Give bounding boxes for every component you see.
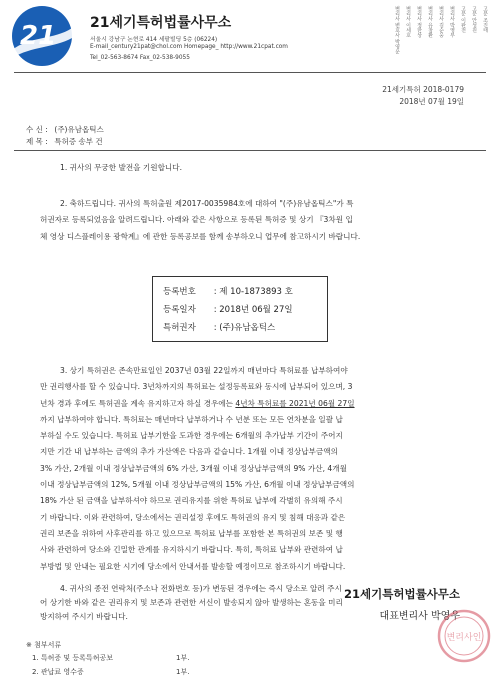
paragraph-line: 18% 가산 된 금액을 납부하셔야 하므로 권리유지를 위한 특허료 납부에 각별히 유의해 주시 [40,496,343,506]
document-date: 2018년 07월 19일 [399,97,464,106]
patentee-row [163,319,327,337]
paragraph-line: 지만 기간 내 납부하는 금액의 추가 가산액은 다음과 같습니다. 1개월 이내 정상납부금액의 [40,447,338,457]
paragraph-line: 사와 관련하여 당소와 긴밀한 관계를 유지하시기 바랍니다. 특히, 특허료 납부와 관련하여 납 [40,545,343,555]
paragraph-line: 권리 보존을 위하여 사후관리를 하고 있으므로 특허료 납부를 포함한 본 특허권의 보존 및 행 [40,528,343,538]
logo-graphic [12,6,72,66]
paragraph-line: 1. 귀사의 무궁한 발전을 기원합니다. [60,163,183,172]
registration-value: : 제 10-1873893 호 [213,287,293,297]
paragraph-line: 이내 정상납부금액의 12%, 5개월 이내 정상납부금액의 15% 가산, 6개월 이내 정상납부금액의 [40,480,355,490]
paragraph-line: 부방법 및 안내는 필요한 시기에 당소에서 안내서를 발송할 예정이므로 참조하시기 바랍니다. [40,561,346,571]
paragraph-line: 3. 상기 특허권은 존속만료일인 2037년 03월 22일까지 매년마다 특허료를 납부하여야 [60,366,348,375]
paragraph-line: 허권자로 등록되었음을 알려드립니다. 아래와 같은 사항으로 등록된 특허증 및 상기 『3차원 입 [40,215,353,225]
staff-entry: 변리사 박영부 [449,6,455,38]
seal-text: 변리사인 [446,633,482,643]
firm-logo [12,6,72,66]
paragraph-line: 2. 축하드립니다. 귀사의 특허출원 제2017-0035984호에 대하여 "(주)유남옵틱스"가 특 [60,199,354,208]
paragraph-line: 방지하여 주시기 바랍니다. [40,612,128,621]
attachment-item: 1. 특허증 및 등록특허공보 [32,654,113,662]
registration-label: 등록번호 [163,287,196,297]
paragraph-line: 만 권리행사를 할 수 있습니다. 3년차까지의 특허료는 설정등록료와 동시에 납부되어 있으며, 3 [40,382,353,392]
attachments-title: ※ 첨부서류 [26,641,62,649]
staff-entry: 변리사 정한상 [416,6,422,38]
annuity-deadline: 4년차 특허료를 2021년 06월 27일 [235,398,355,408]
document-number: 21세기특허 2018-0179 [382,85,464,94]
staff-list [395,6,488,66]
staff-entry: 변리사 유창환 [427,6,433,38]
paragraph-2 [40,196,466,245]
signature-firm: 21세기특허법률사무소 [344,587,460,601]
subject-row [26,136,103,147]
signature-representative: 대표변리사 박영우 [379,611,460,622]
registration-number-row [163,283,327,301]
paragraph-line: 3% 가산, 2개월 이내 정상납부금액의 6% 가산, 3개월 이내 정상납부금액의 9% 가산, 4개월 [40,463,347,473]
staff-entry: 고문 이완전 [460,6,466,33]
paragraph-line: 부하실 수도 있습니다. 특허료 납부기한을 도과한 경우에는 6개월의 추가납부 기간이 주어지 [40,431,343,441]
paragraph-text: 년차 경과 후에도 특허권을 계속 유지하고자 하실 경우에는 [40,398,233,408]
paragraph-3 [40,363,466,575]
attachment-qty: 1부. [176,668,190,676]
attachment-qty: 1부. [176,654,190,662]
paragraph-line-with-deadline [40,396,466,412]
registration-label: 등록일자 [163,305,196,315]
registration-value: : 2018년 06월 27일 [213,305,293,315]
recipient-label: 수 신 : [26,125,48,134]
seal-stamp [436,608,492,664]
paragraph-line: 까지 납부하여야 합니다. 특허료는 매년마다 납부하거나 수 년분 또는 모든 연차분을 일괄 납 [40,414,343,424]
subject-label: 제 목 : [26,137,48,146]
firm-phone-fax: Tel_02-563-8674 Fax_02-538-9055 [90,55,190,61]
paragraph-line: 기 바랍니다. 이와 관련하여, 당소에서는 권리설정 후에도 특허권의 유지 및 침해 대응과 같은 [40,512,346,522]
staff-entry: 고문 안성원 [471,6,477,33]
firm-address: 서울시 강남구 논현로 414 세팔빌딩 5층 (06224) [90,37,218,43]
staff-entry: 변리사 변호사 박영운 [394,6,400,55]
paragraph-line: 어 상기한 바와 같은 권리유지 및 보존과 관련한 서신이 발송되지 않아 발생하는 혼동을 미리 [40,598,343,607]
logo-text: 21 [20,21,57,51]
recipient-row [26,124,104,135]
registration-value: : (주)유남옵틱스 [213,323,276,333]
paragraph-line: 체 영상 디스플레이용 광학계』에 관한 등록공보를 함께 송부하오니 업무에 참고하시기 바랍니다. [40,231,361,241]
firm-name: 21세기특허법률사무소 [90,15,232,31]
recipient-value: (주)유남옵틱스 [54,125,104,134]
header-divider [14,150,486,151]
paragraph-line: 4. 귀사의 종전 연락처(주소나 전화번호 등)가 변동된 경우에는 즉시 당소로 알려 주시 [60,584,342,593]
staff-entry: 변리사 이세호 [405,6,411,38]
subject-value: 특허증 송부 건 [54,137,103,146]
letterhead-divider [14,72,486,73]
paragraph-1 [60,160,466,176]
firm-email-homepage: E-mail_century21pat@chol.com Homepage_ http://www.21cpat.com [90,44,288,50]
registration-label: 특허권자 [163,323,196,333]
registration-date-row [163,301,327,319]
registration-info-box [152,276,328,342]
attachment-item: 2. 관납료 영수증 [32,668,84,676]
staff-entry: 고문 조진태 [482,6,488,33]
staff-entry: 변리사 김순웅 [438,6,444,38]
